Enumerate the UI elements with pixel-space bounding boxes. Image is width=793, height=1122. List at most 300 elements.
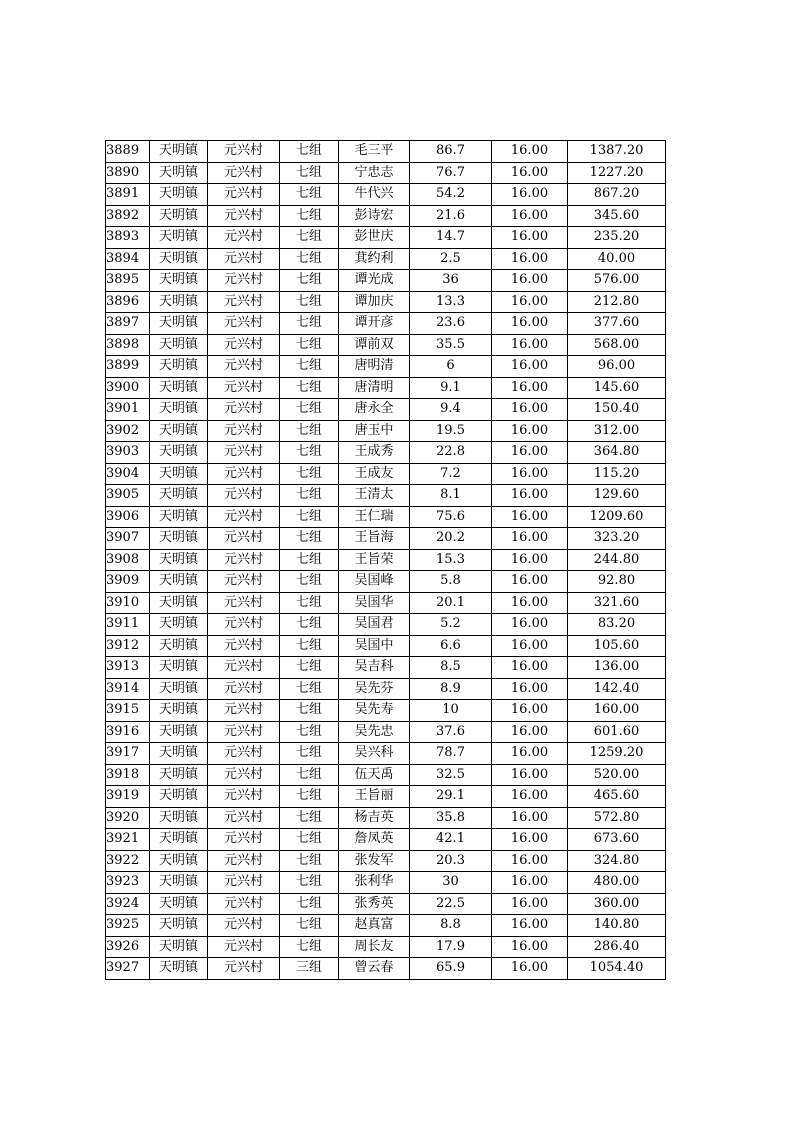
table-row <box>106 248 666 270</box>
name-cell: 谭前双 <box>339 334 410 356</box>
group-cell: 七组 <box>280 700 339 722</box>
town-cell: 天明镇 <box>150 334 208 356</box>
table-row <box>106 635 666 657</box>
group-cell: 七组 <box>280 549 339 571</box>
unit-price-cell: 16.00 <box>492 743 568 765</box>
amount-cell: 321.60 <box>568 592 666 614</box>
row-id-cell: 3892 <box>106 205 150 227</box>
name-cell: 王旨海 <box>339 528 410 550</box>
village-cell: 元兴村 <box>208 356 280 378</box>
table-row <box>106 184 666 206</box>
table-row <box>106 614 666 636</box>
unit-price-cell: 16.00 <box>492 700 568 722</box>
name-cell: 吴国华 <box>339 592 410 614</box>
table-row <box>106 743 666 765</box>
amount-cell: 568.00 <box>568 334 666 356</box>
row-id-cell: 3895 <box>106 270 150 292</box>
table-row <box>106 141 666 163</box>
name-cell: 王旨丽 <box>339 786 410 808</box>
unit-price-cell: 16.00 <box>492 614 568 636</box>
village-cell: 元兴村 <box>208 764 280 786</box>
area-cell: 8.8 <box>410 915 492 937</box>
group-cell: 七组 <box>280 635 339 657</box>
village-cell: 元兴村 <box>208 205 280 227</box>
group-cell: 七组 <box>280 850 339 872</box>
town-cell: 天明镇 <box>150 936 208 958</box>
amount-cell: 520.00 <box>568 764 666 786</box>
village-cell: 元兴村 <box>208 549 280 571</box>
row-id-cell: 3905 <box>106 485 150 507</box>
area-cell: 6 <box>410 356 492 378</box>
group-cell: 七组 <box>280 270 339 292</box>
village-cell: 元兴村 <box>208 807 280 829</box>
row-id-cell: 3911 <box>106 614 150 636</box>
area-cell: 13.3 <box>410 291 492 313</box>
amount-cell: 480.00 <box>568 872 666 894</box>
group-cell: 七组 <box>280 528 339 550</box>
village-cell: 元兴村 <box>208 528 280 550</box>
amount-cell: 1209.60 <box>568 506 666 528</box>
town-cell: 天明镇 <box>150 506 208 528</box>
town-cell: 天明镇 <box>150 442 208 464</box>
group-cell: 七组 <box>280 356 339 378</box>
group-cell: 七组 <box>280 915 339 937</box>
town-cell: 天明镇 <box>150 657 208 679</box>
village-cell: 元兴村 <box>208 485 280 507</box>
group-cell: 七组 <box>280 657 339 679</box>
group-cell: 七组 <box>280 205 339 227</box>
name-cell: 唐玉中 <box>339 420 410 442</box>
town-cell: 天明镇 <box>150 162 208 184</box>
unit-price-cell: 16.00 <box>492 807 568 829</box>
row-id-cell: 3896 <box>106 291 150 313</box>
amount-cell: 673.60 <box>568 829 666 851</box>
area-cell: 36 <box>410 270 492 292</box>
group-cell: 七组 <box>280 743 339 765</box>
area-cell: 2.5 <box>410 248 492 270</box>
table-row <box>106 291 666 313</box>
area-cell: 7.2 <box>410 463 492 485</box>
village-cell: 元兴村 <box>208 893 280 915</box>
name-cell: 唐清明 <box>339 377 410 399</box>
group-cell: 七组 <box>280 721 339 743</box>
amount-cell: 92.80 <box>568 571 666 593</box>
area-cell: 29.1 <box>410 786 492 808</box>
group-cell: 七组 <box>280 420 339 442</box>
row-id-cell: 3912 <box>106 635 150 657</box>
row-id-cell: 3927 <box>106 958 150 980</box>
name-cell: 杨吉英 <box>339 807 410 829</box>
unit-price-cell: 16.00 <box>492 872 568 894</box>
village-cell: 元兴村 <box>208 678 280 700</box>
town-cell: 天明镇 <box>150 399 208 421</box>
row-id-cell: 3926 <box>106 936 150 958</box>
row-id-cell: 3902 <box>106 420 150 442</box>
unit-price-cell: 16.00 <box>492 356 568 378</box>
group-cell: 七组 <box>280 141 339 163</box>
row-id-cell: 3893 <box>106 227 150 249</box>
name-cell: 吴吉科 <box>339 657 410 679</box>
unit-price-cell: 16.00 <box>492 205 568 227</box>
name-cell: 萁约利 <box>339 248 410 270</box>
unit-price-cell: 16.00 <box>492 291 568 313</box>
group-cell: 七组 <box>280 807 339 829</box>
unit-price-cell: 16.00 <box>492 958 568 980</box>
area-cell: 15.3 <box>410 549 492 571</box>
group-cell: 七组 <box>280 872 339 894</box>
name-cell: 王成秀 <box>339 442 410 464</box>
row-id-cell: 3899 <box>106 356 150 378</box>
area-cell: 9.4 <box>410 399 492 421</box>
area-cell: 22.8 <box>410 442 492 464</box>
area-cell: 8.5 <box>410 657 492 679</box>
amount-cell: 360.00 <box>568 893 666 915</box>
unit-price-cell: 16.00 <box>492 162 568 184</box>
area-cell: 54.2 <box>410 184 492 206</box>
group-cell: 七组 <box>280 227 339 249</box>
area-cell: 20.1 <box>410 592 492 614</box>
amount-cell: 286.40 <box>568 936 666 958</box>
area-cell: 20.2 <box>410 528 492 550</box>
village-cell: 元兴村 <box>208 850 280 872</box>
area-cell: 17.9 <box>410 936 492 958</box>
unit-price-cell: 16.00 <box>492 657 568 679</box>
unit-price-cell: 16.00 <box>492 420 568 442</box>
amount-cell: 1227.20 <box>568 162 666 184</box>
row-id-cell: 3917 <box>106 743 150 765</box>
unit-price-cell: 16.00 <box>492 721 568 743</box>
village-cell: 元兴村 <box>208 377 280 399</box>
unit-price-cell: 16.00 <box>492 399 568 421</box>
name-cell: 周长友 <box>339 936 410 958</box>
town-cell: 天明镇 <box>150 356 208 378</box>
name-cell: 唐明清 <box>339 356 410 378</box>
unit-price-cell: 16.00 <box>492 141 568 163</box>
town-cell: 天明镇 <box>150 678 208 700</box>
amount-cell: 235.20 <box>568 227 666 249</box>
table-row <box>106 700 666 722</box>
name-cell: 王成友 <box>339 463 410 485</box>
unit-price-cell: 16.00 <box>492 592 568 614</box>
village-cell: 元兴村 <box>208 442 280 464</box>
group-cell: 七组 <box>280 829 339 851</box>
unit-price-cell: 16.00 <box>492 678 568 700</box>
table-row <box>106 786 666 808</box>
name-cell: 王清太 <box>339 485 410 507</box>
group-cell: 七组 <box>280 614 339 636</box>
row-id-cell: 3920 <box>106 807 150 829</box>
village-cell: 元兴村 <box>208 270 280 292</box>
unit-price-cell: 16.00 <box>492 270 568 292</box>
row-id-cell: 3919 <box>106 786 150 808</box>
row-id-cell: 3913 <box>106 657 150 679</box>
unit-price-cell: 16.00 <box>492 248 568 270</box>
group-cell: 七组 <box>280 592 339 614</box>
group-cell: 七组 <box>280 678 339 700</box>
unit-price-cell: 16.00 <box>492 485 568 507</box>
village-cell: 元兴村 <box>208 635 280 657</box>
unit-price-cell: 16.00 <box>492 442 568 464</box>
table-row <box>106 678 666 700</box>
table-row <box>106 506 666 528</box>
table-row <box>106 807 666 829</box>
amount-cell: 1259.20 <box>568 743 666 765</box>
area-cell: 5.8 <box>410 571 492 593</box>
area-cell: 42.1 <box>410 829 492 851</box>
name-cell: 张秀英 <box>339 893 410 915</box>
area-cell: 21.6 <box>410 205 492 227</box>
unit-price-cell: 16.00 <box>492 571 568 593</box>
amount-cell: 377.60 <box>568 313 666 335</box>
name-cell: 詹凤英 <box>339 829 410 851</box>
town-cell: 天明镇 <box>150 807 208 829</box>
table-row <box>106 915 666 937</box>
amount-cell: 150.40 <box>568 399 666 421</box>
row-id-cell: 3889 <box>106 141 150 163</box>
row-id-cell: 3903 <box>106 442 150 464</box>
name-cell: 张发军 <box>339 850 410 872</box>
table-row <box>106 485 666 507</box>
village-cell: 元兴村 <box>208 162 280 184</box>
name-cell: 彭世庆 <box>339 227 410 249</box>
area-cell: 32.5 <box>410 764 492 786</box>
group-cell: 七组 <box>280 571 339 593</box>
name-cell: 伍天禹 <box>339 764 410 786</box>
unit-price-cell: 16.00 <box>492 893 568 915</box>
name-cell: 王旨荣 <box>339 549 410 571</box>
town-cell: 天明镇 <box>150 915 208 937</box>
unit-price-cell: 16.00 <box>492 528 568 550</box>
table-row <box>106 549 666 571</box>
group-cell: 七组 <box>280 893 339 915</box>
name-cell: 吴先忠 <box>339 721 410 743</box>
town-cell: 天明镇 <box>150 549 208 571</box>
town-cell: 天明镇 <box>150 786 208 808</box>
amount-cell: 323.20 <box>568 528 666 550</box>
area-cell: 6.6 <box>410 635 492 657</box>
table-row <box>106 162 666 184</box>
area-cell: 9.1 <box>410 377 492 399</box>
village-cell: 元兴村 <box>208 141 280 163</box>
table-row <box>106 721 666 743</box>
group-cell: 七组 <box>280 248 339 270</box>
area-cell: 23.6 <box>410 313 492 335</box>
row-id-cell: 3900 <box>106 377 150 399</box>
group-cell: 七组 <box>280 377 339 399</box>
area-cell: 22.5 <box>410 893 492 915</box>
name-cell: 吴先寿 <box>339 700 410 722</box>
row-id-cell: 3906 <box>106 506 150 528</box>
row-id-cell: 3910 <box>106 592 150 614</box>
row-id-cell: 3918 <box>106 764 150 786</box>
town-cell: 天明镇 <box>150 141 208 163</box>
amount-cell: 145.60 <box>568 377 666 399</box>
town-cell: 天明镇 <box>150 313 208 335</box>
amount-cell: 160.00 <box>568 700 666 722</box>
group-cell: 七组 <box>280 334 339 356</box>
village-cell: 元兴村 <box>208 829 280 851</box>
village-cell: 元兴村 <box>208 420 280 442</box>
amount-cell: 465.60 <box>568 786 666 808</box>
town-cell: 天明镇 <box>150 270 208 292</box>
name-cell: 谭开彦 <box>339 313 410 335</box>
area-cell: 8.1 <box>410 485 492 507</box>
table-row <box>106 356 666 378</box>
amount-cell: 212.80 <box>568 291 666 313</box>
group-cell: 七组 <box>280 764 339 786</box>
unit-price-cell: 16.00 <box>492 764 568 786</box>
area-cell: 76.7 <box>410 162 492 184</box>
group-cell: 七组 <box>280 184 339 206</box>
town-cell: 天明镇 <box>150 872 208 894</box>
group-cell: 七组 <box>280 936 339 958</box>
amount-cell: 40.00 <box>568 248 666 270</box>
area-cell: 86.7 <box>410 141 492 163</box>
unit-price-cell: 16.00 <box>492 334 568 356</box>
row-id-cell: 3907 <box>106 528 150 550</box>
group-cell: 七组 <box>280 399 339 421</box>
area-cell: 65.9 <box>410 958 492 980</box>
unit-price-cell: 16.00 <box>492 506 568 528</box>
table-row <box>106 764 666 786</box>
row-id-cell: 3901 <box>106 399 150 421</box>
table-row <box>106 829 666 851</box>
unit-price-cell: 16.00 <box>492 936 568 958</box>
name-cell: 谭加庆 <box>339 291 410 313</box>
area-cell: 5.2 <box>410 614 492 636</box>
amount-cell: 1387.20 <box>568 141 666 163</box>
row-id-cell: 3925 <box>106 915 150 937</box>
amount-cell: 364.80 <box>568 442 666 464</box>
village-cell: 元兴村 <box>208 248 280 270</box>
table-row <box>106 571 666 593</box>
row-id-cell: 3904 <box>106 463 150 485</box>
town-cell: 天明镇 <box>150 592 208 614</box>
name-cell: 牛代兴 <box>339 184 410 206</box>
unit-price-cell: 16.00 <box>492 184 568 206</box>
village-cell: 元兴村 <box>208 399 280 421</box>
town-cell: 天明镇 <box>150 227 208 249</box>
unit-price-cell: 16.00 <box>492 915 568 937</box>
table-row <box>106 377 666 399</box>
table-row <box>106 657 666 679</box>
village-cell: 元兴村 <box>208 334 280 356</box>
town-cell: 天明镇 <box>150 743 208 765</box>
group-cell: 七组 <box>280 463 339 485</box>
group-cell: 七组 <box>280 442 339 464</box>
table-row <box>106 592 666 614</box>
amount-cell: 324.80 <box>568 850 666 872</box>
amount-cell: 345.60 <box>568 205 666 227</box>
name-cell: 唐永全 <box>339 399 410 421</box>
name-cell: 吴国峰 <box>339 571 410 593</box>
amount-cell: 136.00 <box>568 657 666 679</box>
village-cell: 元兴村 <box>208 313 280 335</box>
village-cell: 元兴村 <box>208 915 280 937</box>
table-row <box>106 334 666 356</box>
amount-cell: 601.60 <box>568 721 666 743</box>
unit-price-cell: 16.00 <box>492 786 568 808</box>
village-cell: 元兴村 <box>208 291 280 313</box>
unit-price-cell: 16.00 <box>492 549 568 571</box>
group-cell: 七组 <box>280 313 339 335</box>
amount-cell: 142.40 <box>568 678 666 700</box>
unit-price-cell: 16.00 <box>492 227 568 249</box>
area-cell: 20.3 <box>410 850 492 872</box>
town-cell: 天明镇 <box>150 764 208 786</box>
table-row <box>106 227 666 249</box>
unit-price-cell: 16.00 <box>492 377 568 399</box>
amount-cell: 115.20 <box>568 463 666 485</box>
name-cell: 彭诗宏 <box>339 205 410 227</box>
village-cell: 元兴村 <box>208 936 280 958</box>
table-row <box>106 936 666 958</box>
village-cell: 元兴村 <box>208 743 280 765</box>
table-row <box>106 463 666 485</box>
town-cell: 天明镇 <box>150 463 208 485</box>
area-cell: 8.9 <box>410 678 492 700</box>
town-cell: 天明镇 <box>150 485 208 507</box>
row-id-cell: 3894 <box>106 248 150 270</box>
row-id-cell: 3923 <box>106 872 150 894</box>
row-id-cell: 3916 <box>106 721 150 743</box>
town-cell: 天明镇 <box>150 635 208 657</box>
area-cell: 14.7 <box>410 227 492 249</box>
group-cell: 七组 <box>280 162 339 184</box>
row-id-cell: 3922 <box>106 850 150 872</box>
table-row <box>106 958 666 980</box>
table-row <box>106 313 666 335</box>
table-row <box>106 442 666 464</box>
area-cell: 30 <box>410 872 492 894</box>
data-table <box>105 140 666 980</box>
amount-cell: 83.20 <box>568 614 666 636</box>
village-cell: 元兴村 <box>208 571 280 593</box>
unit-price-cell: 16.00 <box>492 850 568 872</box>
group-cell: 三组 <box>280 958 339 980</box>
name-cell: 毛三平 <box>339 141 410 163</box>
group-cell: 七组 <box>280 485 339 507</box>
village-cell: 元兴村 <box>208 657 280 679</box>
town-cell: 天明镇 <box>150 829 208 851</box>
unit-price-cell: 16.00 <box>492 463 568 485</box>
table-row <box>106 205 666 227</box>
area-cell: 75.6 <box>410 506 492 528</box>
amount-cell: 244.80 <box>568 549 666 571</box>
area-cell: 19.5 <box>410 420 492 442</box>
name-cell: 王仁瑞 <box>339 506 410 528</box>
name-cell: 谭光成 <box>339 270 410 292</box>
group-cell: 七组 <box>280 291 339 313</box>
area-cell: 37.6 <box>410 721 492 743</box>
name-cell: 吴国中 <box>339 635 410 657</box>
village-cell: 元兴村 <box>208 506 280 528</box>
village-cell: 元兴村 <box>208 872 280 894</box>
town-cell: 天明镇 <box>150 893 208 915</box>
town-cell: 天明镇 <box>150 571 208 593</box>
town-cell: 天明镇 <box>150 420 208 442</box>
amount-cell: 572.80 <box>568 807 666 829</box>
row-id-cell: 3915 <box>106 700 150 722</box>
village-cell: 元兴村 <box>208 958 280 980</box>
area-cell: 35.5 <box>410 334 492 356</box>
amount-cell: 140.80 <box>568 915 666 937</box>
village-cell: 元兴村 <box>208 184 280 206</box>
unit-price-cell: 16.00 <box>492 635 568 657</box>
name-cell: 曾云春 <box>339 958 410 980</box>
village-cell: 元兴村 <box>208 463 280 485</box>
unit-price-cell: 16.00 <box>492 829 568 851</box>
